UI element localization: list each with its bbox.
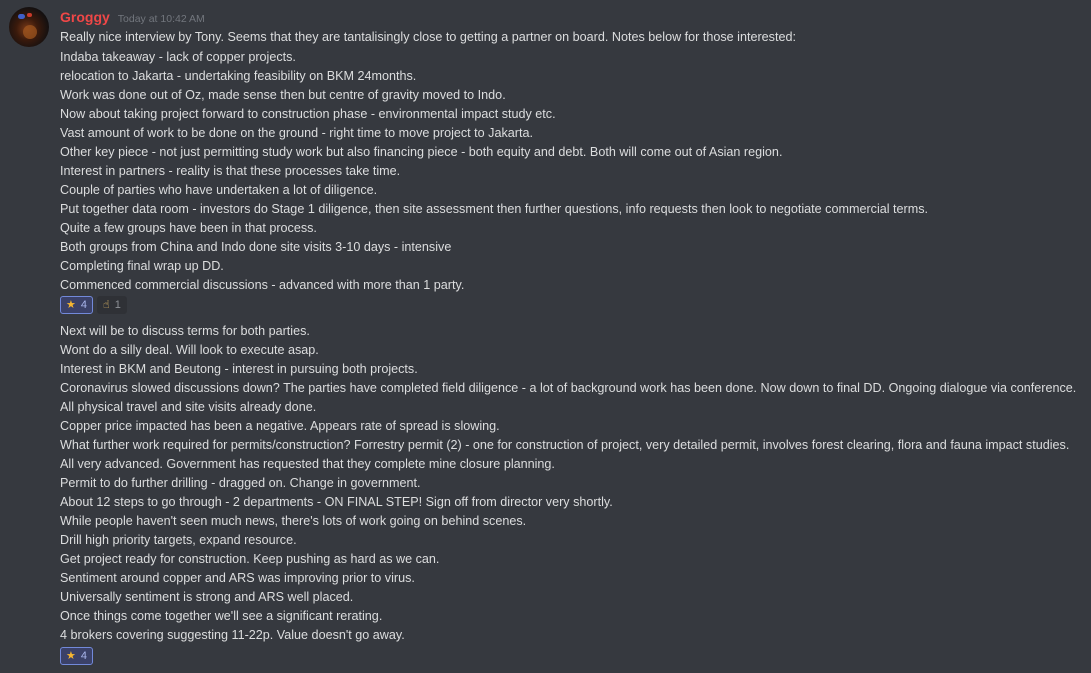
- message-line: Universally sentiment is strong and ARS well placed.: [60, 590, 354, 604]
- reaction-pointing-hand[interactable]: [97, 296, 127, 314]
- message-line: Copper price impacted has been a negative. Appears rate of spread is slowing.: [60, 419, 500, 433]
- message-line: While people haven't seen much news, there's lots of work going on behind scenes.: [60, 514, 527, 528]
- message-line: relocation to Jakarta - undertaking feasibility on BKM 24months.: [60, 69, 417, 83]
- message-line: Now about taking project forward to construction phase - environmental impact study etc.: [60, 107, 556, 121]
- message-line: Once things come together we'll see a significant rerating.: [60, 609, 383, 623]
- message-line: Work was done out of Oz, made sense then but centre of gravity moved to Indo.: [60, 88, 506, 102]
- reaction-star[interactable]: [60, 296, 93, 314]
- message-line: Put together data room - investors do Stage 1 diligence, then site assessment then further questions, info requests then look to negotiate commercial terms.: [60, 202, 929, 216]
- message-line: Coronavirus slowed discussions down? The parties have completed field diligence - a lot of background work has been done. Now down to final DD. Ongoing dialogue via conference. All physical travel and site visits already done.: [60, 381, 1077, 414]
- message-block-1: [60, 28, 1080, 314]
- message-line: Get project ready for construction. Keep pushing as hard as we can.: [60, 552, 440, 566]
- message-line: Interest in BKM and Beutong - interest in pursuing both projects.: [60, 362, 418, 376]
- message-line: Both groups from China and Indo done site visits 3-10 days - intensive: [60, 240, 452, 254]
- reaction-star[interactable]: [60, 647, 93, 665]
- message-line: Completing final wrap up DD.: [60, 259, 224, 273]
- reactions-bar: [60, 647, 1080, 665]
- message-line: Vast amount of work to be done on the ground - right time to move project to Jakarta.: [60, 126, 533, 140]
- reaction-count: 4: [80, 299, 87, 311]
- message-block-2: [60, 322, 1080, 665]
- avatar-detail: [18, 14, 25, 19]
- username[interactable]: Groggy: [60, 9, 110, 25]
- message-line: Commenced commercial discussions - advanced with more than 1 party.: [60, 278, 465, 292]
- message-line: Next will be to discuss terms for both parties.: [60, 324, 310, 338]
- avatar-detail: [23, 25, 37, 39]
- message-header: [60, 9, 205, 27]
- message-line: Couple of parties who have undertaken a lot of diligence.: [60, 183, 378, 197]
- message-line: 4 brokers covering suggesting 11-22p. Value doesn't go away.: [60, 628, 405, 642]
- reaction-count: 4: [80, 650, 87, 662]
- message-line: Permit to do further drilling - dragged on. Change in government.: [60, 476, 421, 490]
- message-line: Quite a few groups have been in that process.: [60, 221, 317, 235]
- message-line: Drill high priority targets, expand resource.: [60, 533, 297, 547]
- message-line: Wont do a silly deal. Will look to execute asap.: [60, 343, 319, 357]
- star-icon: ★: [66, 649, 76, 662]
- message-line: Really nice interview by Tony. Seems that they are tantalisingly close to getting a partner on board. Notes below for those interested:: [60, 30, 796, 44]
- reactions-bar: [60, 296, 1080, 314]
- message-line: What further work required for permits/construction? Forrestry permit (2) - one for construction of project, very detailed permit, involves forest clearing, flora and fauna impact studies. All very advanced. Government has requested that they complete mine closure planning.: [60, 438, 1070, 471]
- timestamp[interactable]: Today at 10:42 AM: [117, 13, 205, 25]
- pointing-hand-icon: ☝: [103, 298, 110, 311]
- message-line: Interest in partners - reality is that these processes take time.: [60, 164, 401, 178]
- message-line: Other key piece - not just permitting study work but also financing piece - both equity and debt. Both will come out of Asian region.: [60, 145, 783, 159]
- star-icon: ★: [66, 298, 76, 311]
- message-line: Sentiment around copper and ARS was improving prior to virus.: [60, 571, 415, 585]
- message-line: Indaba takeaway - lack of copper projects.: [60, 50, 296, 64]
- reaction-count: 1: [114, 299, 121, 311]
- avatar-detail: [27, 13, 32, 17]
- message-line: About 12 steps to go through - 2 departments - ON FINAL STEP! Sign off from director very shortly.: [60, 495, 613, 509]
- user-avatar[interactable]: [9, 7, 49, 47]
